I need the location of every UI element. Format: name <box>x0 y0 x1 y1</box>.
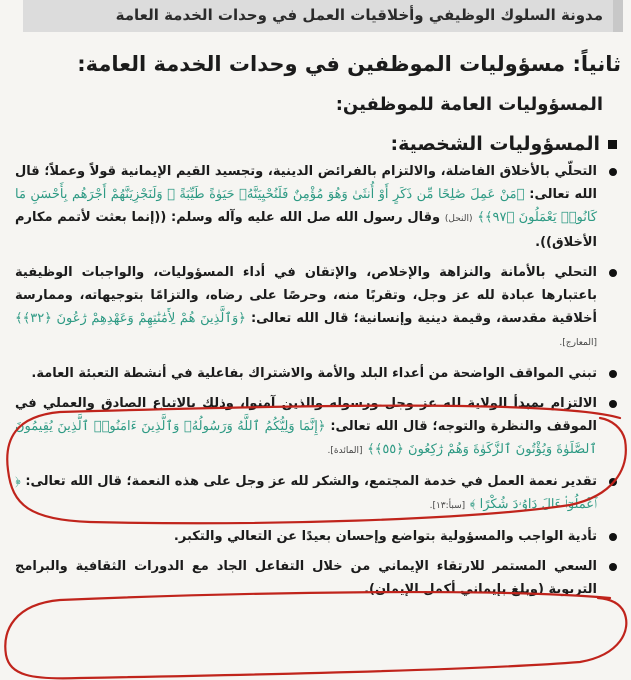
header-stripe <box>613 0 623 32</box>
personal-title: المسؤوليات الشخصية: <box>390 133 600 155</box>
item-text: تأدية الواجب والمسؤولية بتواضع وإحسان بعيدًا عن التعالي والتكبر. <box>173 529 597 544</box>
item-text: التحلّي بالأخلاق الفاضلة، والالتزام بالفرائض الدينية، وتجسيد القيم الإيمانية قولاً وعملاً؛ قال الله تعالى: <box>15 164 597 202</box>
verse-source: (النحل) <box>444 214 473 224</box>
personal-heading <box>391 133 617 155</box>
item-text: تبني المواقف الواضحة من أعداء البلد والأمة والاشتراك بفاعلية في أنشطة التعبئة العامة. <box>31 366 597 381</box>
page-header <box>23 0 623 32</box>
list-item <box>15 555 619 601</box>
verse-source: [سبأ:١٣]. <box>429 501 466 511</box>
bullet-dot-icon <box>609 400 617 408</box>
header-title: مدونة السلوك الوظيفي وأخلاقيات العمل في وحدات الخدمة العامة <box>115 6 603 24</box>
bullet-dot-icon <box>609 533 617 541</box>
item-text: السعي المستمر للارتقاء الإيماني من خلال التفاعل الجاد مع الدورات الثقافية والبرامج التربوية (وبلغ بإيماني أكمل الإيمان). <box>15 559 597 597</box>
bullet-dot-icon <box>609 269 617 277</box>
quran-verse: ﴿مَنْ عَمِلَ صَٰلِحًا مِّن ذَكَرٍ أَوْ أُنثَىٰ وَهُوَ مُؤْمِنٌ فَلَنُحْيِيَنَّهُۥ حَيَوٰةً طَيِّبَةً ۖ وَلَنَجْزِيَنَّهُمْ أَجْرَهُم بِأَحْسَنِ مَا كَانُوا۟ يَعْمَلُونَ ﴿٩٧﴾﴾ <box>15 187 598 225</box>
item-text: التحلي بالأمانة والنزاهة والإخلاص، والإتقان في أداء المسؤوليات، والواجبات الوظيفية باعتبارها عبادة لله عز وجل، وتقربًا منه، وحرصًا على رضاه، والتزامًا بتوجيهاته، وممارسة أخلاقية مقدسة، وقيمة دينية وإنسانية؛ قال الله تعالى: <box>15 265 598 326</box>
item-text: الالتزام بمبدأ الولاية لله عز وجل ورسوله والذين آمنوا، وذلك بالاتباع الصادق والعملي في الموقف والنظرة والتوجه؛ قال الله تعالى: <box>15 396 597 434</box>
item-text-after: وقال رسول الله صل الله عليه وآله وسلم: ((إنما بعثت لأتمم مكارم الأخلاق)). <box>15 210 597 250</box>
bullet-dot-icon <box>609 478 617 486</box>
list-item <box>15 392 619 463</box>
quran-verse: ﴿وَٱلَّذِينَ هُمْ لِأَمَٰنَٰتِهِمْ وَعَهْدِهِمْ رَٰعُونَ ﴿٣٢﴾﴾ <box>15 311 246 326</box>
quran-verse: ﴿ ٱعْمَلُوٓا۟ ءَالَ دَاوُۥدَ شُكْرًا ﴾ <box>15 474 597 512</box>
subsection-title: المسؤوليات العامة للموظفين: <box>335 94 603 115</box>
bullet-dot-icon <box>609 370 617 378</box>
list-item <box>15 470 619 518</box>
bullet-dot-icon <box>609 168 617 176</box>
list-item <box>15 525 619 548</box>
section-title: ثانياً: مسؤوليات الموظفين في وحدات الخدمة العامة: <box>77 52 621 76</box>
list-item <box>15 261 619 355</box>
list-item <box>15 160 619 254</box>
verse-source: [المعارج]. <box>559 338 597 348</box>
bullet-dot-icon <box>609 563 617 571</box>
item-text: تقدير نعمة العمل في خدمة المجتمع، والشكر لله عز وجل على هذه النعمة؛ قال الله تعالى: <box>25 474 597 489</box>
responsibilities-list <box>15 160 619 608</box>
verse-source: [المائدة]. <box>327 446 363 456</box>
list-item <box>15 362 619 385</box>
quran-verse: ﴿إِنَّمَا وَلِيُّكُمُ ٱللَّهُ وَرَسُولُهُۥ وَٱلَّذِينَ ءَامَنُوا۟ ٱلَّذِينَ يُقِيمُونَ ٱلصَّلَوٰةَ وَيُؤْتُونَ ٱلزَّكَوٰةَ وَهُمْ رَٰكِعُونَ ﴿٥٥﴾﴾ <box>15 419 597 457</box>
square-bullet-icon <box>608 140 617 149</box>
